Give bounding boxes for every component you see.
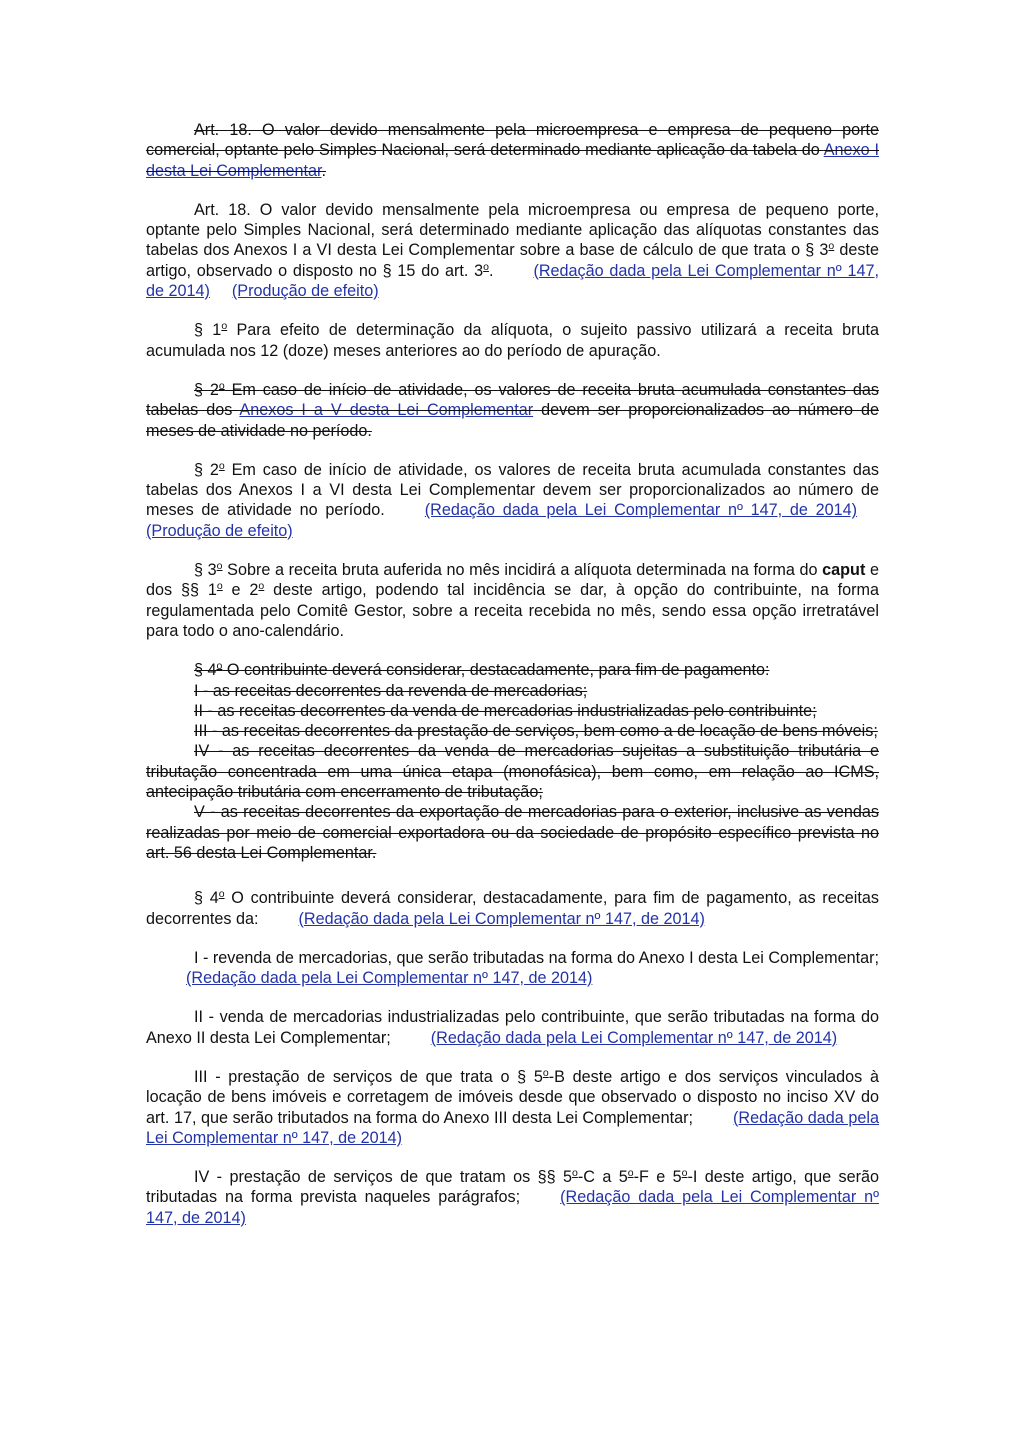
inciso-iv-text-3: -F e 5 [633, 1168, 682, 1187]
paragraph-4-revoked-item-iv: IV - as receitas decorrentes da venda de mercadorias sujeitas a substituição tributária e tributação concentrada em uma única etapa (monofásica), bem como, em relação ao ICMS, antecipação tributária com encerramento de tributação; [146, 742, 879, 802]
inciso-i [146, 948, 879, 989]
anexos-i-a-v-link[interactable]: Anexos I a V desta Lei Complementar [239, 401, 534, 420]
paragraph-4-current-text: O contribuinte deverá considerar, destacadamente, para fim de pagamento, as receitas decorrentes da: [146, 889, 879, 928]
art18-revoked-text: Art. 18. O valor devido mensalmente pela microempresa e empresa de pequeno porte comercial, optante pelo Simples Nacional, será determinado mediante aplicação da tabela do [146, 121, 879, 160]
paragraph-3-text-1: Sobre a receita bruta auferida no mês incidirá a alíquota determinada na forma do [222, 561, 823, 580]
paragraph-4-current-label: § 4 [194, 889, 219, 908]
ordinal-mark: o [216, 580, 223, 593]
paragraph-2-revoked-text-1: Em caso de início de atividade, os valores de receita bruta acumulada constantes das tabelas dos [146, 380, 879, 420]
inciso-iv-text-2: -C a 5 [577, 1168, 628, 1187]
ordinal-mark: o [681, 1167, 688, 1180]
paragraph-4-revoked-item-i: I - as receitas decorrentes da revenda de mercadorias; [194, 681, 588, 700]
art18-current-text-3: . [488, 261, 494, 280]
ordinal-mark: o [216, 660, 223, 673]
paragraph-3-text-4: deste artigo, podendo tal incidência se dar, à opção do contribuinte, na forma regulamentada pelo Comitê Gestor, sobre a receita recebida no mês, sendo essa opção irretratável para todo o ano-calendário. [146, 581, 879, 640]
art18-current-text-1: Art. 18. O valor devido mensalmente pela microempresa ou empresa de pequeno porte, optante pelo Simples Nacional, será determinado mediante aplicação das alíquotas constantes das tabelas dos Anexos I a VI desta Lei Complementar sobre a base de cálculo de que trata o § 3 [146, 200, 879, 260]
ordinal-mark: o [216, 560, 223, 573]
inciso-i-text: I - revenda de mercadorias, que serão tributadas na forma do Anexo I desta Lei Complementar; [194, 948, 879, 967]
paragraph-4-revoked-line-1 [146, 660, 879, 680]
producao-efeito-link[interactable]: (Produção de efeito) [146, 521, 293, 540]
ordinal-mark: o [218, 888, 225, 901]
paragraph-4-revoked-item-ii: II - as receitas decorrentes da venda de mercadorias industrializadas pelo contribuinte; [194, 701, 817, 720]
paragraph-2-revoked [146, 380, 879, 441]
inciso-ii [146, 1007, 879, 1048]
paragraph-2-revoked-text-2: devem ser proporcionalizados ao número de meses de atividade no período. [146, 401, 879, 440]
redacao-link[interactable]: (Redação dada pela Lei Complementar nº 147, de 2014) [146, 1188, 880, 1227]
paragraph-4-current [146, 888, 879, 929]
ordinal-mark: o [572, 1167, 578, 1180]
inciso-iii-text-2: -B deste artigo e dos serviços vinculados à locação de bens imóveis e corretagem de imóveis desde que observado o disposto no inciso XV do art. 17, que serão tributados na forma do Anexo III desta Lei Complementar; [146, 1067, 879, 1127]
paragraph-3 [146, 560, 879, 641]
redacao-link[interactable]: (Redação dada pela Lei Complementar nº 147, de 2014) [430, 1028, 838, 1047]
redacao-link[interactable]: (Redação dada pela Lei Complementar nº 147, de 2014) [298, 909, 705, 928]
caput-term: caput [822, 561, 866, 580]
paragraph-4-revoked-label: § 4 [194, 661, 217, 680]
art18-revoked-paragraph [146, 120, 879, 181]
ordinal-mark: o [483, 260, 489, 273]
ordinal-mark: o [221, 320, 228, 333]
redacao-link[interactable]: (Redação dada pela Lei Complementar nº 147, de 2014) [186, 969, 593, 988]
ordinal-mark: o [542, 1066, 549, 1079]
paragraph-2-current-text: Em caso de início de atividade, os valores de receita bruta acumulada constantes das tabelas dos Anexos I a VI desta Lei Complementar devem ser proporcionalizados ao número de meses de atividade no período. [146, 460, 879, 520]
paragraph-4-revoked-item-v: V - as receitas decorrentes da exportação de mercadorias para o exterior, inclusive as vendas realizadas por meio de comercial exportadora ou da sociedade de propósito específico prevista no art. 56 desta Lei Complementar. [146, 803, 879, 862]
redacao-link[interactable]: (Redação dada pela Lei Complementar nº 147, de 2014) [146, 1108, 879, 1147]
inciso-iv [146, 1167, 879, 1228]
paragraph-3-label: § 3 [194, 561, 217, 580]
ordinal-mark: o [218, 379, 225, 392]
redacao-link[interactable]: (Redação dada pela Lei Complementar nº 147, de 2014) [146, 261, 879, 301]
art18-revoked-end: . [321, 161, 326, 180]
paragraph-3-text-3: e 2 [222, 581, 259, 600]
paragraph-2-revoked-label: § 2 [194, 380, 219, 399]
inciso-ii-text: II - venda de mercadorias industrializadas pelo contribuinte, que serão tributadas na forma do Anexo II desta Lei Complementar; [146, 1008, 879, 1047]
paragraph-4-revoked [146, 660, 879, 863]
paragraph-4-revoked-item-iii: III - as receitas decorrentes da prestação de serviços, bem como a de locação de bens móveis; [194, 722, 878, 741]
paragraph-1-label: § 1 [194, 321, 222, 340]
document-page [146, 120, 879, 1247]
inciso-iv-text-1: IV - prestação de serviços de que tratam os §§ 5 [194, 1168, 573, 1187]
paragraph-2-current [146, 460, 879, 541]
paragraph-2-current-label: § 2 [194, 460, 219, 479]
ordinal-mark: o [627, 1167, 634, 1180]
ordinal-mark: o [828, 240, 835, 253]
paragraph-1-text: Para efeito de determinação da alíquota, o sujeito passivo utilizará a receita bruta acumulada nos 12 (doze) meses anteriores ao do período de apuração. [146, 321, 879, 360]
inciso-iv-text-4: -I deste artigo, que serão tributadas na forma prevista naqueles parágrafos; [146, 1168, 879, 1207]
art18-current-text-2: deste artigo, observado o disposto no § 15 do art. 3 [146, 241, 879, 280]
paragraph-4-revoked-intro: O contribuinte deverá considerar, destacadamente, para fim de pagamento: [222, 661, 770, 680]
anexo-i-link[interactable]: Anexo I desta Lei Complementar [146, 141, 879, 180]
paragraph-3-text-2: e dos §§ 1 [146, 561, 879, 600]
art18-current-paragraph [146, 200, 879, 301]
producao-efeito-link[interactable]: (Produção de efeito) [231, 282, 379, 301]
paragraph-1 [146, 320, 879, 361]
inciso-iii [146, 1067, 879, 1148]
ordinal-mark: o [258, 580, 265, 593]
redacao-link[interactable]: (Redação dada pela Lei Complementar nº 147, de 2014) [424, 501, 858, 520]
inciso-iii-text-1: III - prestação de serviços de que trata o § 5 [194, 1067, 543, 1086]
ordinal-mark: o [218, 459, 225, 472]
